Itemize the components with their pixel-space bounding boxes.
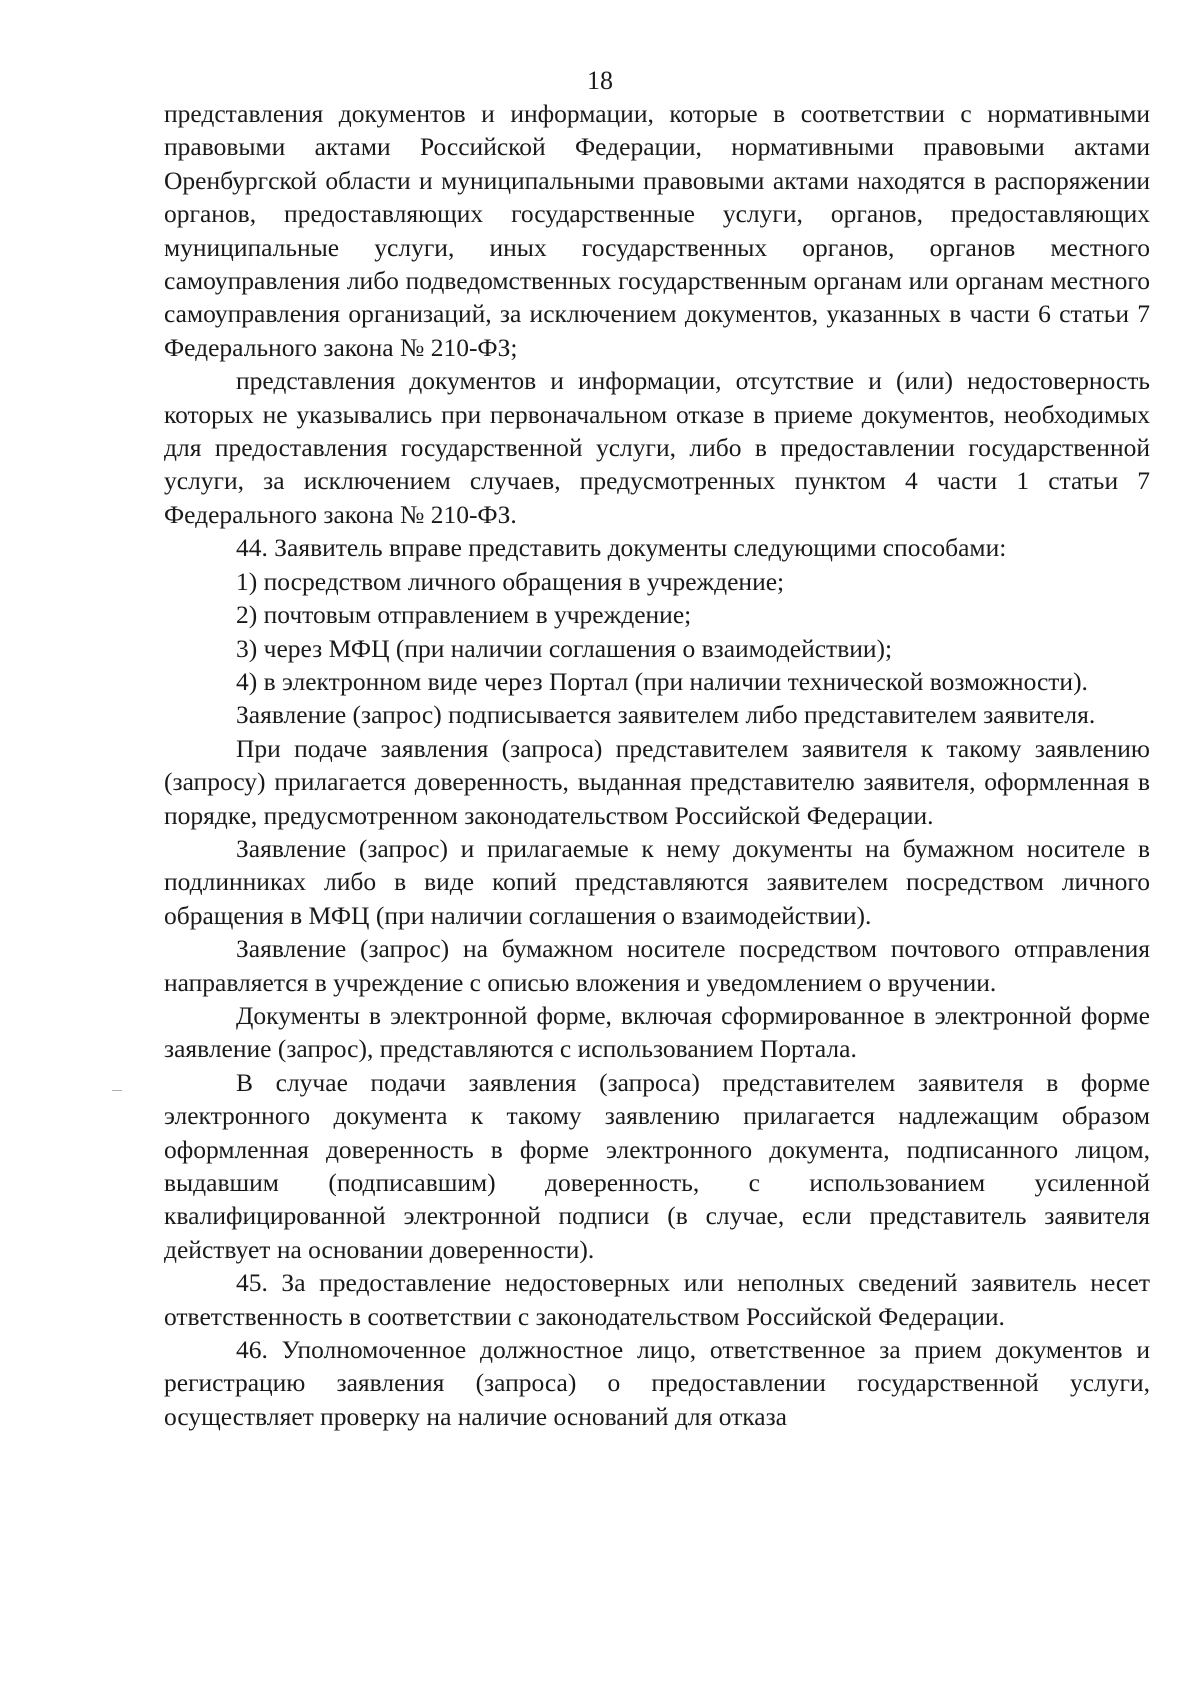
paragraph-item-45: 45. За предоставление недостоверных или неполных сведений заявитель несет ответственность в соответствии с законодательством Российской Федерации. [164, 1268, 1150, 1331]
paragraph-paper-originals: Заявление (запрос) и прилагаемые к нему документы на бумажном носителе в подлинниках либо в виде копий представляются заявителем посредством личного обращения в МФЦ (при наличии соглашения о взаимодействии). [164, 833, 1150, 930]
paragraph-postal: Заявление (запрос) на бумажном носителе посредством почтового отправления направляется в учреждение с описью вложения и уведомлением о вручении. [164, 934, 1150, 997]
paragraph-electronic: Документы в электронной форме, включая сформированное в электронной форме заявление (запрос), представляются с использованием Портала. [164, 1000, 1150, 1064]
list-item-2: 2) почтовым отправлением в учреждение; [236, 600, 692, 630]
paragraph-item-44: 44. Заявитель вправе представить документы следующими способами: [236, 533, 1007, 563]
paragraph-continuation: представления документов и информации, которые в соответствии с нормативными правовыми актами Российской Федерации, нормативными правовыми актами Оренбургской области и муниципальными правовыми актами находятся в распоряжении органов, предоставляющих государственные услуги, органов, предоставляющих муниципальные услуги, иных государственных органов, органов местного самоуправления либо подведомственных государственным органам или органам местного самоуправления организаций, за исключением документов, указанных в части 6 статьи 7 Федерального закона № 210-ФЗ; [164, 99, 1150, 362]
paragraph-signing: Заявление (запрос) подписывается заявителем либо представителем заявителя. [236, 700, 1096, 730]
list-item-1: 1) посредством личного обращения в учреждение; [236, 566, 785, 596]
margin-mark [112, 1090, 122, 1091]
page-number: 18 [587, 66, 613, 95]
paragraph-electronic-representative: В случае подачи заявления (запроса) представителем заявителя в форме электронного документа к такому заявлению прилагается надлежащим образом оформленная доверенность в форме электронного документа, подписанного лицом, выдавшим (подписавшим) доверенность, с использованием усиленной квалифицированной электронной подписи (в случае, если представитель заявителя действует на основании доверенности). [164, 1067, 1150, 1264]
list-item-4: 4) в электронном виде через Портал (при наличии технической возможности). [236, 666, 1088, 696]
list-item-3: 3) через МФЦ (при наличии соглашения о взаимодействии); [236, 633, 893, 663]
paragraph-continuation-second: представления документов и информации, отсутствие и (или) недостоверность которых не указывались при первоначальном отказе в приеме документов, необходимых для предоставления государственной услуги, либо в предоставлении государственной услуги, за исключением случаев, предусмотренных пунктом 4 части 1 статьи 7 Федерального закона № 210-ФЗ. [164, 366, 1150, 529]
document-body [164, 97, 1150, 1433]
paragraph-item-46: 46. Уполномоченное должностное лицо, ответственное за прием документов и регистрацию заявления (запроса) о предоставлении государственной услуги, осуществляет проверку на наличие оснований для отказа [164, 1335, 1150, 1431]
paragraph-representative: При подаче заявления (запроса) представителем заявителя к такому заявлению (запросу) прилагается доверенность, выданная представителю заявителя, оформленная в порядке, предусмотренном законодательством Российской Федерации. [164, 733, 1150, 830]
